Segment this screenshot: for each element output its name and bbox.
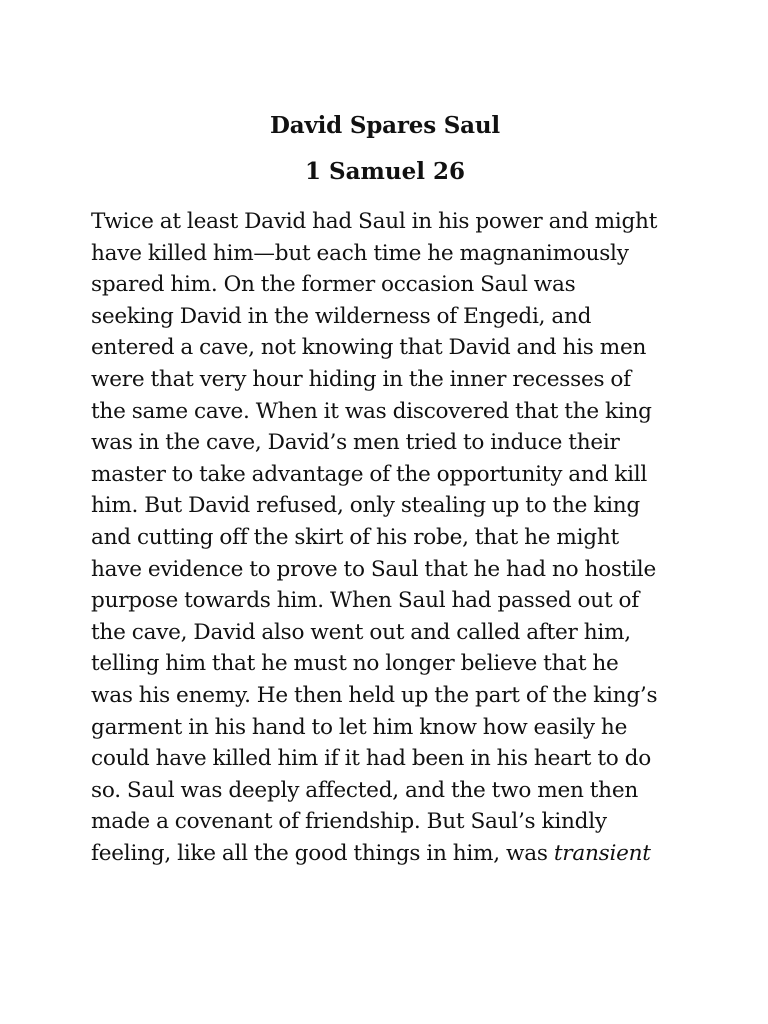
- text-line: so. Saul was deeply affected, and the two men then: [91, 777, 639, 803]
- text-line: purpose towards him. When Saul had passed out of: [91, 588, 639, 614]
- text-line: have killed him—but each time he magnanimously: [91, 240, 629, 266]
- text-line: him. But David refused, only stealing up to the king: [91, 493, 641, 519]
- document-page: [91, 108, 679, 869]
- text-line: Twice at least David had Saul in his power and might: [91, 209, 658, 234]
- text-line: have evidence to prove to Saul that he had no hostile: [91, 556, 656, 582]
- text-line-last-regular: feeling, like all the good things in him, was: [91, 840, 554, 866]
- text-line: the cave, David also went out and called after him,: [91, 619, 631, 645]
- text-line: entered a cave, not knowing that David and his men: [91, 335, 647, 361]
- text-line: was his enemy. He then held up the part of the king’s: [91, 682, 658, 708]
- text-line: and cutting off the skirt of his robe, that he might: [91, 524, 619, 550]
- text-line: seeking David in the wilderness of Engedi, and: [91, 303, 592, 329]
- text-line: could have killed him if it had been in his heart to do: [91, 746, 651, 772]
- italic-word: transient: [553, 840, 651, 866]
- text-line: garment in his hand to let him know how easily he: [91, 714, 628, 740]
- text-line: master to take advantage of the opportunity and kill: [91, 461, 648, 487]
- text-line-last: [91, 838, 679, 870]
- text-line: spared him. On the former occasion Saul was: [91, 272, 576, 298]
- scripture-reference: 1 Samuel 26: [305, 158, 465, 185]
- body-paragraph: [91, 206, 679, 869]
- text-line: telling him that he must no longer believe that he: [91, 651, 619, 677]
- text-line: were that very hour hiding in the inner recesses of: [91, 366, 631, 392]
- text-line: the same cave. When it was discovered that the king: [91, 398, 652, 424]
- text-line: was in the cave, David’s men tried to induce their: [91, 430, 620, 456]
- document-title: David Spares Saul: [270, 112, 500, 139]
- text-line: made a covenant of friendship. But Saul’s kindly: [91, 809, 607, 835]
